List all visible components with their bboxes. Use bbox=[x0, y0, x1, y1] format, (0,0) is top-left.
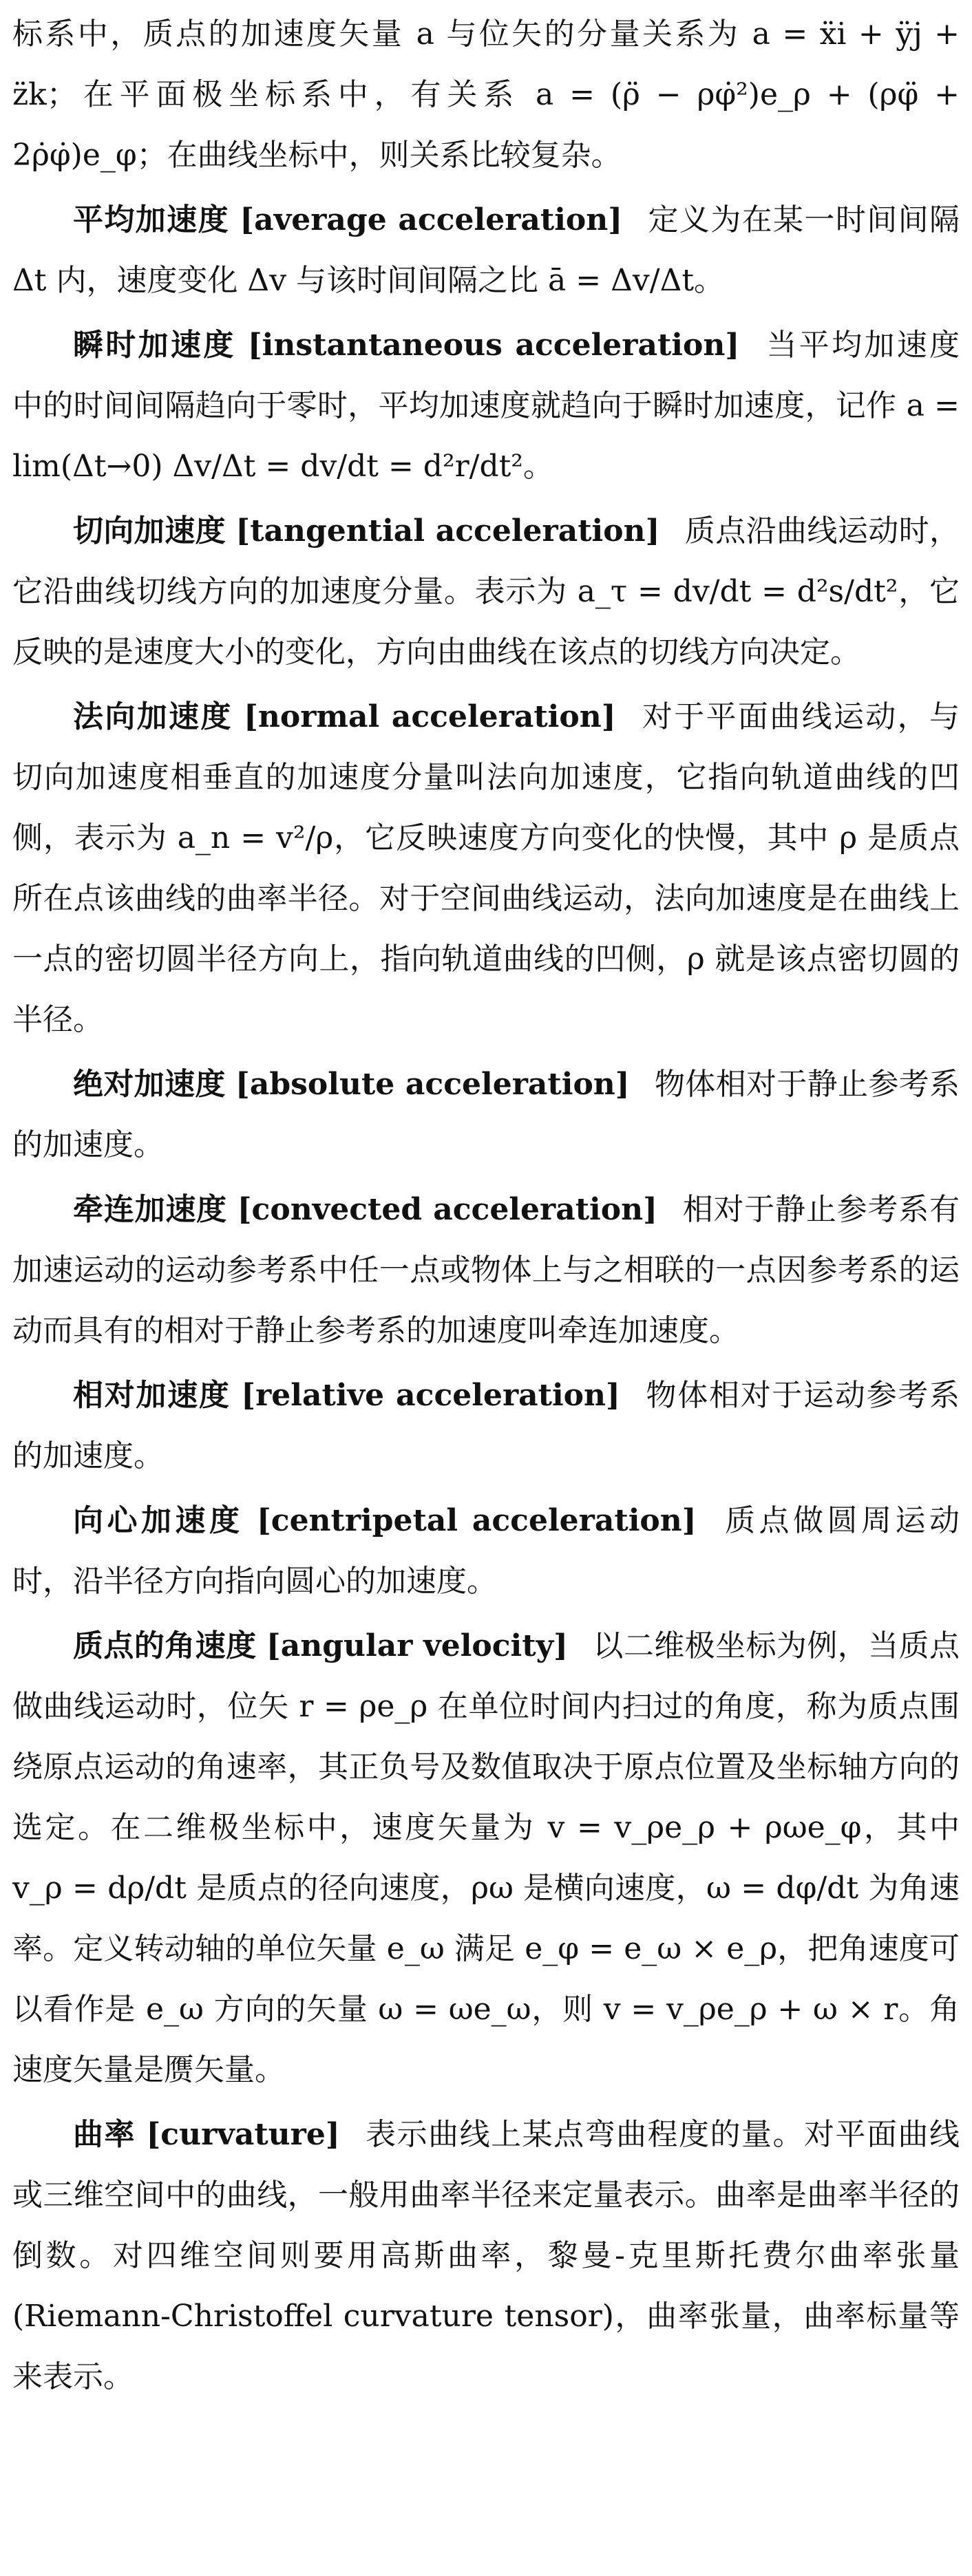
entry-term: 法向加速度 bbox=[73, 699, 233, 734]
entry-angular-velocity bbox=[12, 1616, 960, 2100]
entry-english-term: [relative acceleration] bbox=[241, 1378, 620, 1413]
entry-definition: 以二维极坐标为例，当质点做曲线运动时，位矢 r = ρe_ρ 在单位时间内扫过的角度，称为质点围绕原点运动的角速率，其正负号及数值取决于原点位置及坐标轴方向的选定。在二维极坐标中，速度矢量为 v = v_ρe_ρ + ρωe_φ，其中 v_ρ = dρ/dt 是质点的径向速度，ρω 是横向速度，ω = dφ/dt 为角速率。定义转动轴的单位矢量 e_ω 满足 e_φ = e_ω × e_ρ，把角速度可以看作是 e_ω 方向的矢量 ω = ωe_ω，则 v = v_ρe_ρ + ω × r。角速度矢量是赝矢量。 bbox=[12, 1628, 960, 2087]
entry-english-term: [tangential acceleration] bbox=[235, 513, 660, 549]
entry-relative-acceleration bbox=[12, 1365, 960, 1487]
entry-tangential-acceleration bbox=[12, 501, 960, 683]
entry-term: 瞬时加速度 bbox=[73, 328, 236, 363]
entry-english-term: [normal acceleration] bbox=[244, 699, 616, 734]
entry-english-term: [average acceleration] bbox=[240, 202, 623, 237]
entry-centripetal-acceleration bbox=[12, 1491, 960, 1612]
entry-definition: 相对于静止参考系有加速运动的运动参考系中任一点或物体上与之相联的一点因参考系的运动而具有的相对于静止参考系的加速度叫牵连加速度。 bbox=[12, 1192, 960, 1348]
entry-curvature bbox=[12, 2105, 960, 2407]
entry-term: 向心加速度 bbox=[73, 1503, 244, 1538]
entry-definition: 物体相对于运动参考系的加速度。 bbox=[12, 1378, 960, 1473]
entry-definition: 质点沿曲线运动时，它沿曲线切线方向的加速度分量。表示为 a_τ = dv/dt = d²s/dt²，它反映的是速度大小的变化，方向由曲线在该点的切线方向决定。 bbox=[12, 513, 960, 670]
entry-average-acceleration bbox=[12, 190, 960, 311]
entry-definition: 当平均加速度中的时间间隔趋向于零时，平均加速度就趋向于瞬时加速度，记作 a = lim(Δt→0) Δv/Δt = dv/dt = d²r/dt²。 bbox=[12, 328, 960, 484]
lead-paragraph: 标系中，质点的加速度矢量 a 与位矢的分量关系为 a = ẍi + ÿj + z̈k；在平面极坐标系中，有关系 a = (ρ̈ − ρφ̇²)e_ρ + (ρφ̈ + 2ρ̇φ̇)e_φ；在曲线坐标中，则关系比较复杂。 bbox=[12, 17, 960, 173]
entry-definition: 质点做圆周运动时，沿半径方向指向圆心的加速度。 bbox=[12, 1503, 960, 1599]
entry-term: 相对加速度 bbox=[73, 1378, 231, 1413]
entry-english-term: [convected acceleration] bbox=[237, 1192, 657, 1227]
entry-definition: 物体相对于静止参考系的加速度。 bbox=[12, 1067, 960, 1162]
entry-normal-acceleration bbox=[12, 687, 960, 1050]
entry-english-term: [angular velocity] bbox=[266, 1628, 568, 1663]
entry-english-term: [curvature] bbox=[146, 2117, 340, 2152]
entry-instantaneous-acceleration bbox=[12, 315, 960, 497]
entry-definition: 对于平面曲线运动，与切向加速度相垂直的加速度分量叫法向加速度，它指向轨道曲线的凹侧，表示为 a_n = v²/ρ，它反映速度方向变化的快慢，其中 ρ 是质点所在点该曲线的曲率半径。对于空间曲线运动，法向加速度是在曲线上一点的密切圆半径方向上，指向轨道曲线的凹侧，ρ 就是该点密切圆的半径。 bbox=[12, 699, 960, 1037]
entry-english-term: [centripetal acceleration] bbox=[256, 1503, 697, 1538]
entry-term: 质点的角速度 bbox=[73, 1628, 257, 1663]
entry-english-term: [instantaneous acceleration] bbox=[247, 328, 740, 363]
entry-term: 绝对加速度 bbox=[73, 1067, 226, 1102]
entry-term: 牵连加速度 bbox=[73, 1192, 227, 1227]
entry-term: 切向加速度 bbox=[73, 513, 226, 549]
entry-convected-acceleration bbox=[12, 1180, 960, 1361]
entry-definition: 定义为在某一时间间隔 Δt 内，速度变化 Δv 与该时间间隔之比 ā = Δv/Δt。 bbox=[12, 202, 960, 298]
entry-english-term: [absolute acceleration] bbox=[235, 1067, 630, 1102]
entry-term: 平均加速度 bbox=[73, 202, 229, 237]
entry-absolute-acceleration bbox=[12, 1054, 960, 1175]
entry-term: 曲率 bbox=[73, 2117, 136, 2152]
entry-definition: 表示曲线上某点弯曲程度的量。对平面曲线或三维空间中的曲线，一般用曲率半径来定量表示。曲率是曲率半径的倒数。对四维空间则要用高斯曲率，黎曼-克里斯托费尔曲率张量 (Riemann-Christoffel curvature tensor)，曲率张量，曲率标量等来表示。 bbox=[12, 2117, 960, 2394]
